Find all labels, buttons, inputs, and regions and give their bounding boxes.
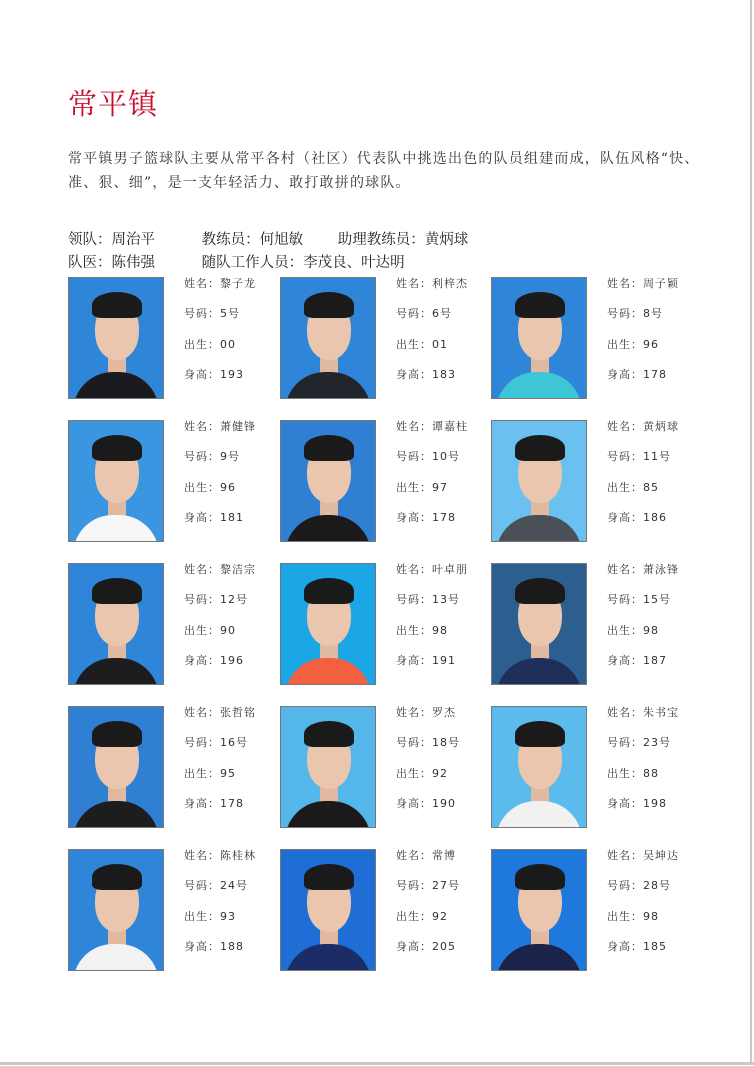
player-card xyxy=(280,849,492,979)
player-birth xyxy=(396,338,468,368)
label: 出生： xyxy=(607,909,643,923)
label: 出生： xyxy=(396,766,432,780)
label: 身高： xyxy=(396,939,432,953)
label: 身高： xyxy=(396,367,432,381)
player-birth xyxy=(607,624,679,654)
player-birth xyxy=(396,481,468,511)
player-number xyxy=(607,593,679,623)
hair-shape xyxy=(304,435,354,461)
player-card xyxy=(68,706,280,836)
shirt-shape xyxy=(496,372,582,399)
player-card xyxy=(280,420,492,550)
player-height xyxy=(184,511,256,541)
value: 10号 xyxy=(432,450,460,464)
label: 号码： xyxy=(184,593,220,607)
value: 12号 xyxy=(220,593,248,607)
label: 出生： xyxy=(184,337,220,351)
value: 罗杰 xyxy=(432,706,456,719)
player-photo xyxy=(280,563,376,685)
label: 身高： xyxy=(607,367,643,381)
label: 身高： xyxy=(607,796,643,810)
label: 号码： xyxy=(396,450,432,464)
player-info xyxy=(607,563,679,684)
player-number xyxy=(184,307,256,337)
hair-shape xyxy=(92,578,142,604)
player-name xyxy=(184,277,256,307)
label: 姓名： xyxy=(184,420,220,433)
value: 96 xyxy=(220,480,236,494)
player-photo xyxy=(280,849,376,971)
value: 183 xyxy=(432,367,456,381)
value: 利梓杰 xyxy=(432,277,468,290)
label: 身高： xyxy=(184,796,220,810)
value: 陈桂林 xyxy=(220,849,256,862)
label: 身高： xyxy=(607,510,643,524)
player-birth xyxy=(396,767,460,797)
value: 11号 xyxy=(643,450,671,464)
player-photo xyxy=(68,277,164,399)
hair-shape xyxy=(304,864,354,890)
label: 号码： xyxy=(396,879,432,893)
shirt-shape xyxy=(285,515,371,542)
label: 身高： xyxy=(396,653,432,667)
player-photo xyxy=(491,849,587,971)
value: 178 xyxy=(643,367,667,381)
value: 24号 xyxy=(220,879,248,893)
label: 姓名： xyxy=(184,277,220,290)
assistant-coach: 助理教练员：黄炳球 xyxy=(337,232,469,248)
value: 90 xyxy=(220,623,236,637)
player-info xyxy=(396,849,460,970)
player-height xyxy=(607,940,679,970)
label: 身高： xyxy=(184,939,220,953)
shirt-shape xyxy=(73,372,159,399)
value: 188 xyxy=(220,939,244,953)
label: 姓名： xyxy=(396,849,432,862)
player-name xyxy=(607,563,679,593)
player-height xyxy=(396,797,460,827)
player-number xyxy=(184,593,256,623)
value: 8号 xyxy=(643,307,663,321)
player-card xyxy=(68,849,280,979)
player-height xyxy=(396,940,460,970)
value: 205 xyxy=(432,939,456,953)
label: 号码： xyxy=(607,879,643,893)
label: 身高： xyxy=(396,796,432,810)
player-info xyxy=(396,420,468,541)
label: 号码： xyxy=(184,879,220,893)
player-info xyxy=(607,420,679,541)
value: 85 xyxy=(643,480,659,494)
value: 黎洁宗 xyxy=(220,563,256,576)
value: 185 xyxy=(643,939,667,953)
label: 出生： xyxy=(396,623,432,637)
value: 16号 xyxy=(220,736,248,750)
value: 193 xyxy=(220,367,244,381)
player-birth xyxy=(184,767,256,797)
value: 181 xyxy=(220,510,244,524)
player-photo xyxy=(68,706,164,828)
value: 96 xyxy=(643,337,659,351)
player-birth xyxy=(607,767,679,797)
value: 谭嘉柱 xyxy=(432,420,468,433)
player-height xyxy=(607,511,679,541)
label: 姓名： xyxy=(607,420,643,433)
player-photo xyxy=(280,277,376,399)
player-birth xyxy=(396,910,460,940)
player-number xyxy=(607,736,679,766)
value: 28号 xyxy=(643,879,671,893)
player-photo xyxy=(280,706,376,828)
shirt-shape xyxy=(496,515,582,542)
shirt-shape xyxy=(73,944,159,971)
value: 15号 xyxy=(643,593,671,607)
hair-shape xyxy=(515,721,565,747)
player-name xyxy=(607,849,679,879)
player-number xyxy=(396,307,468,337)
value: 187 xyxy=(643,653,667,667)
player-number xyxy=(184,879,256,909)
player-card xyxy=(491,849,703,979)
page-edge xyxy=(750,0,752,1064)
value: 5号 xyxy=(220,307,240,321)
player-name xyxy=(607,420,679,450)
player-photo xyxy=(491,420,587,542)
player-name xyxy=(607,277,679,307)
label: 姓名： xyxy=(607,706,643,719)
player-card xyxy=(280,706,492,836)
label: 号码： xyxy=(396,307,432,321)
player-info xyxy=(396,706,460,827)
value: 9号 xyxy=(220,450,240,464)
hair-shape xyxy=(92,864,142,890)
player-name xyxy=(184,420,256,450)
value: 6号 xyxy=(432,307,452,321)
player-height xyxy=(184,940,256,970)
label: 姓名： xyxy=(607,849,643,862)
hair-shape xyxy=(515,435,565,461)
player-info xyxy=(607,706,679,827)
staff-row-2 xyxy=(68,251,405,272)
value: 191 xyxy=(432,653,456,667)
player-name xyxy=(396,420,468,450)
label: 出生： xyxy=(184,623,220,637)
player-photo xyxy=(68,849,164,971)
value: 92 xyxy=(432,766,448,780)
hair-shape xyxy=(515,864,565,890)
player-photo xyxy=(68,420,164,542)
player-name xyxy=(607,706,679,736)
hair-shape xyxy=(92,721,142,747)
label: 出生： xyxy=(607,623,643,637)
player-info xyxy=(607,277,679,398)
player-number xyxy=(396,593,468,623)
player-card xyxy=(280,563,492,693)
player-name xyxy=(184,706,256,736)
value: 178 xyxy=(220,796,244,810)
value: 27号 xyxy=(432,879,460,893)
shirt-shape xyxy=(496,658,582,685)
player-card xyxy=(68,277,280,407)
player-birth xyxy=(184,910,256,940)
label: 号码： xyxy=(607,450,643,464)
player-name xyxy=(396,277,468,307)
player-name xyxy=(184,563,256,593)
team-doctor: 队医：陈伟强 xyxy=(68,255,155,271)
player-birth xyxy=(184,481,256,511)
label: 出生： xyxy=(396,909,432,923)
player-photo xyxy=(491,277,587,399)
value: 97 xyxy=(432,480,448,494)
label: 出生： xyxy=(184,480,220,494)
hair-shape xyxy=(304,578,354,604)
label: 号码： xyxy=(607,736,643,750)
value: 萧健锋 xyxy=(220,420,256,433)
value: 00 xyxy=(220,337,236,351)
value: 周子颖 xyxy=(643,277,679,290)
player-name xyxy=(396,563,468,593)
player-photo xyxy=(491,563,587,685)
player-card xyxy=(280,277,492,407)
value: 01 xyxy=(432,337,448,351)
shirt-shape xyxy=(496,801,582,828)
player-height xyxy=(184,368,256,398)
player-card xyxy=(491,706,703,836)
value: 196 xyxy=(220,653,244,667)
player-height xyxy=(396,511,468,541)
support-staff: 随队工作人员：李茂良、叶达明 xyxy=(201,255,405,271)
player-number xyxy=(396,736,460,766)
shirt-shape xyxy=(496,944,582,971)
player-card xyxy=(68,420,280,550)
label: 号码： xyxy=(184,450,220,464)
player-birth xyxy=(607,338,679,368)
player-name xyxy=(396,849,460,879)
hair-shape xyxy=(304,721,354,747)
label: 号码： xyxy=(396,593,432,607)
player-number xyxy=(184,450,256,480)
label: 号码： xyxy=(607,307,643,321)
label: 出生： xyxy=(607,480,643,494)
label: 姓名： xyxy=(184,563,220,576)
shirt-shape xyxy=(73,658,159,685)
value: 95 xyxy=(220,766,236,780)
label: 出生： xyxy=(184,766,220,780)
staff-row-1 xyxy=(68,228,468,249)
player-birth xyxy=(607,910,679,940)
value: 叶卓朋 xyxy=(432,563,468,576)
player-height xyxy=(607,368,679,398)
player-number xyxy=(396,450,468,480)
player-height xyxy=(396,368,468,398)
label: 姓名： xyxy=(396,563,432,576)
hair-shape xyxy=(304,292,354,318)
label: 身高： xyxy=(184,367,220,381)
value: 朱书宝 xyxy=(643,706,679,719)
value: 88 xyxy=(643,766,659,780)
player-info xyxy=(184,563,256,684)
label: 号码： xyxy=(607,593,643,607)
shirt-shape xyxy=(285,801,371,828)
hair-shape xyxy=(92,435,142,461)
label: 姓名： xyxy=(184,849,220,862)
value: 18号 xyxy=(432,736,460,750)
player-photo xyxy=(491,706,587,828)
hair-shape xyxy=(515,292,565,318)
player-number xyxy=(607,307,679,337)
label: 出生： xyxy=(396,480,432,494)
team-intro: 常平镇男子篮球队主要从常平各村（社区）代表队中挑选出色的队员组建而成，队伍风格“快、准、狠、细”，是一支年轻活力、敢打敢拼的球队。 xyxy=(68,151,700,191)
label: 号码： xyxy=(396,736,432,750)
label: 身高： xyxy=(396,510,432,524)
value: 23号 xyxy=(643,736,671,750)
shirt-shape xyxy=(285,658,371,685)
player-info xyxy=(184,420,256,541)
value: 98 xyxy=(643,909,659,923)
hair-shape xyxy=(515,578,565,604)
player-info xyxy=(184,277,256,398)
player-height xyxy=(184,797,256,827)
player-number xyxy=(607,879,679,909)
label: 出生： xyxy=(607,337,643,351)
value: 吴坤达 xyxy=(643,849,679,862)
label: 姓名： xyxy=(396,277,432,290)
player-number xyxy=(184,736,256,766)
value: 98 xyxy=(643,623,659,637)
player-info xyxy=(396,563,468,684)
value: 190 xyxy=(432,796,456,810)
player-info xyxy=(396,277,468,398)
player-number xyxy=(396,879,460,909)
player-card xyxy=(68,563,280,693)
value: 93 xyxy=(220,909,236,923)
shirt-shape xyxy=(285,944,371,971)
player-birth xyxy=(607,481,679,511)
player-info xyxy=(184,849,256,970)
value: 黎子龙 xyxy=(220,277,256,290)
player-height xyxy=(184,654,256,684)
label: 姓名： xyxy=(607,277,643,290)
player-height xyxy=(607,797,679,827)
value: 186 xyxy=(643,510,667,524)
player-number xyxy=(607,450,679,480)
player-photo xyxy=(68,563,164,685)
value: 92 xyxy=(432,909,448,923)
label: 身高： xyxy=(184,510,220,524)
hair-shape xyxy=(92,292,142,318)
label: 身高： xyxy=(607,653,643,667)
page-title: 常平镇 xyxy=(68,87,159,121)
player-info xyxy=(184,706,256,827)
label: 号码： xyxy=(184,736,220,750)
value: 萧泳锋 xyxy=(643,563,679,576)
label: 出生： xyxy=(184,909,220,923)
player-photo xyxy=(280,420,376,542)
label: 出生： xyxy=(607,766,643,780)
label: 号码： xyxy=(184,307,220,321)
player-card xyxy=(491,563,703,693)
label: 姓名： xyxy=(607,563,643,576)
player-birth xyxy=(184,338,256,368)
player-info xyxy=(607,849,679,970)
player-card xyxy=(491,420,703,550)
player-name xyxy=(184,849,256,879)
label: 身高： xyxy=(607,939,643,953)
value: 张哲铭 xyxy=(220,706,256,719)
player-height xyxy=(396,654,468,684)
value: 198 xyxy=(643,796,667,810)
value: 13号 xyxy=(432,593,460,607)
page-edge xyxy=(0,1062,754,1065)
label: 姓名： xyxy=(396,706,432,719)
player-birth xyxy=(396,624,468,654)
value: 178 xyxy=(432,510,456,524)
label: 姓名： xyxy=(184,706,220,719)
label: 身高： xyxy=(184,653,220,667)
player-birth xyxy=(184,624,256,654)
coach: 教练员：何旭敏 xyxy=(201,232,304,248)
shirt-shape xyxy=(73,515,159,542)
label: 出生： xyxy=(396,337,432,351)
value: 黄炳球 xyxy=(643,420,679,433)
value: 常博 xyxy=(432,849,456,862)
team-leader: 领队：周治平 xyxy=(68,232,155,248)
label: 姓名： xyxy=(396,420,432,433)
player-name xyxy=(396,706,460,736)
shirt-shape xyxy=(285,372,371,399)
player-height xyxy=(607,654,679,684)
shirt-shape xyxy=(73,801,159,828)
value: 98 xyxy=(432,623,448,637)
player-card xyxy=(491,277,703,407)
